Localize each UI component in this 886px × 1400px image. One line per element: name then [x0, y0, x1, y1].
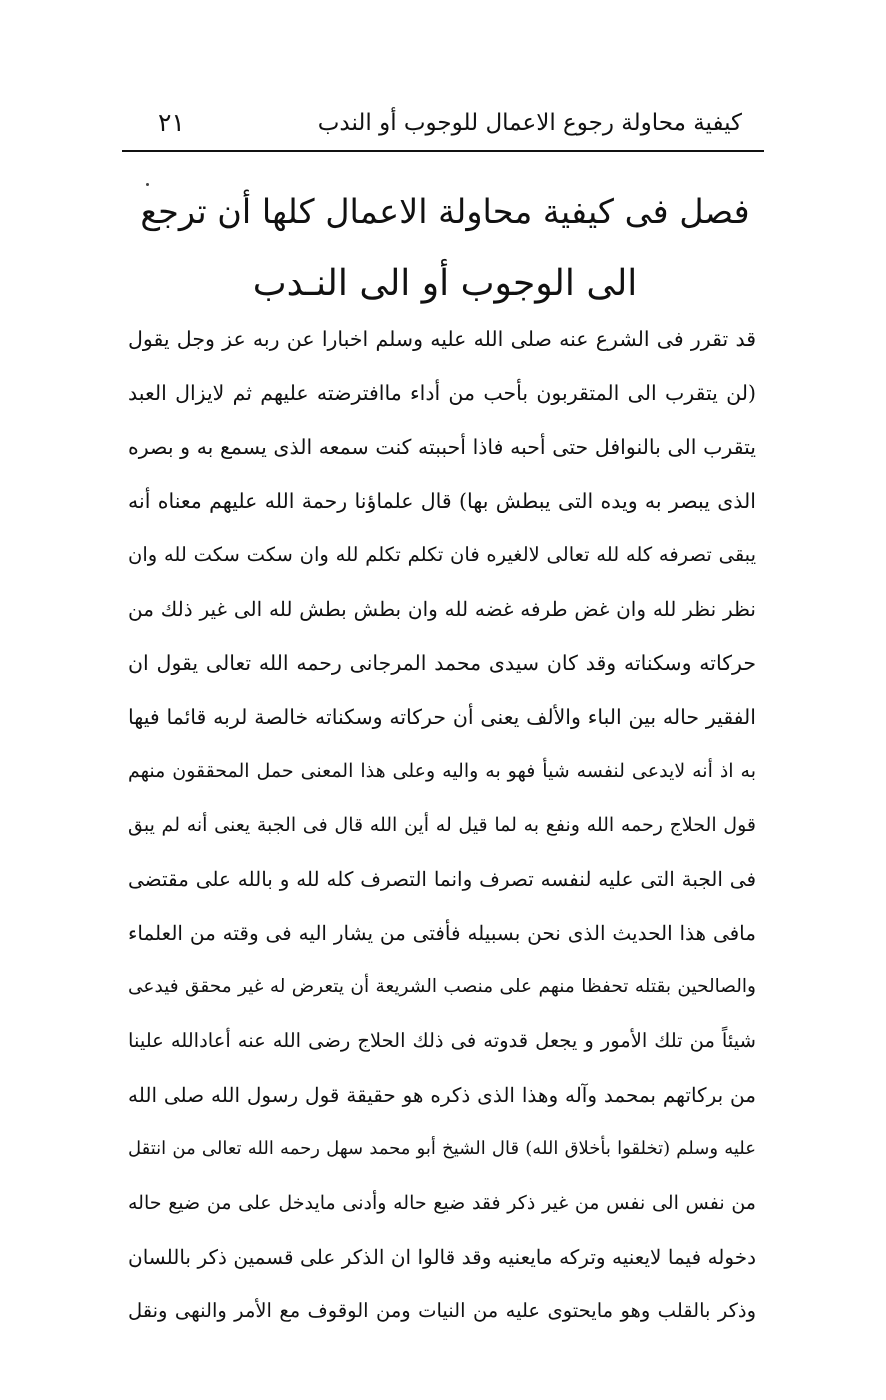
- body-line: والصالحين بقتله تحفظا منهم على منصب الشريعة أن يتعرض له غير محقق فيدعى: [128, 976, 756, 997]
- body-line: يبقى تصرفه كله لله تعالى لالغيره فان تكلم تكلم لله وان سكت سكت لله وان: [128, 543, 756, 566]
- body-line: حركاته وسكناته وقد كان سيدى محمد المرجانى رحمه الله تعالى يقول ان: [128, 651, 756, 675]
- body-line: من بركاتهم بمحمد وآله وهذا الذى ذكره هو حقيقة قول رسول الله صلى الله: [128, 1083, 756, 1107]
- body-line: من نفس الى نفس من غير ذكر فقد ضيع حاله وأدنى مايدخل على من ضيع حاله: [128, 1192, 756, 1214]
- header-rule: [122, 150, 764, 152]
- body-line: الذى يبصر به ويده التى يبطش بها) قال علماؤنا رحمة الله عليهم معناه أنه: [128, 489, 756, 513]
- body-line: دخوله فيما لايعنيه وتركه مايعنيه وقد قالوا ان الذكر على قسمين ذكر باللسان: [128, 1245, 756, 1269]
- page-number: ٢١: [158, 108, 185, 137]
- body-line: عليه وسلم (تخلقوا بأخلاق الله) قال الشيخ أبو محمد سهل رحمه الله تعالى من انتقل: [128, 1138, 756, 1159]
- body-text: [128, 312, 756, 1338]
- body-line: وذكر بالقلب وهو مايحتوى عليه من النيات ومن الوقوف مع الأمر والنهى ونقل: [128, 1299, 756, 1322]
- body-line: مافى هذا الحديث الذى نحن بسبيله فأفتى من يشار اليه فى وقته من العلماء: [128, 921, 756, 945]
- running-title: كيفية محاولة رجوع الاعمال للوجوب أو الندب: [317, 110, 742, 136]
- chapter-title: [140, 176, 750, 320]
- body-line: نظر نظر لله وان غض طرفه غضه لله وان بطش بطش لله الى غير ذلك من: [128, 597, 756, 621]
- body-line: قول الحلاج رحمه الله ونفع به لما قيل له أين الله قال فى الجبة يعنى أنه لم يبق: [128, 814, 756, 836]
- body-line: قد تقرر فى الشرع عنه صلى الله عليه وسلم اخبارا عن ربه عز وجل يقول: [128, 327, 756, 351]
- body-line: الفقير حاله بين الباء والألف يعنى أن حركاته وسكناته خالصة لربه قائما فيها: [128, 705, 756, 729]
- chapter-title-line: الى الوجوب أو الى النـدب: [252, 263, 638, 304]
- body-line: به اذ أنه لايدعى لنفسه شيأ فهو به واليه وعلى هذا المعنى حمل المحققون منهم: [128, 760, 756, 782]
- chapter-title-line: فصل فى كيفية محاولة الاعمال كلها أن ترجع: [140, 192, 750, 231]
- page-header: [122, 102, 764, 148]
- body-line: يتقرب الى بالنوافل حتى أحبه فاذا أحببته كنت سمعه الذى يسمع به و بصره: [128, 435, 756, 459]
- body-line: فى الجبة التى عليه لنفسه تصرف وانما التصرف كله لله و بالله على مقتضى: [128, 867, 756, 891]
- body-line: شيئاً من تلك الأمور و يجعل قدوته فى ذلك الحلاج رضى الله عنه أعادالله علينا: [128, 1029, 756, 1052]
- body-line: (لن يتقرب الى المتقربون بأحب من أداء ماافترضته عليهم ثم لايزال العبد: [128, 381, 756, 405]
